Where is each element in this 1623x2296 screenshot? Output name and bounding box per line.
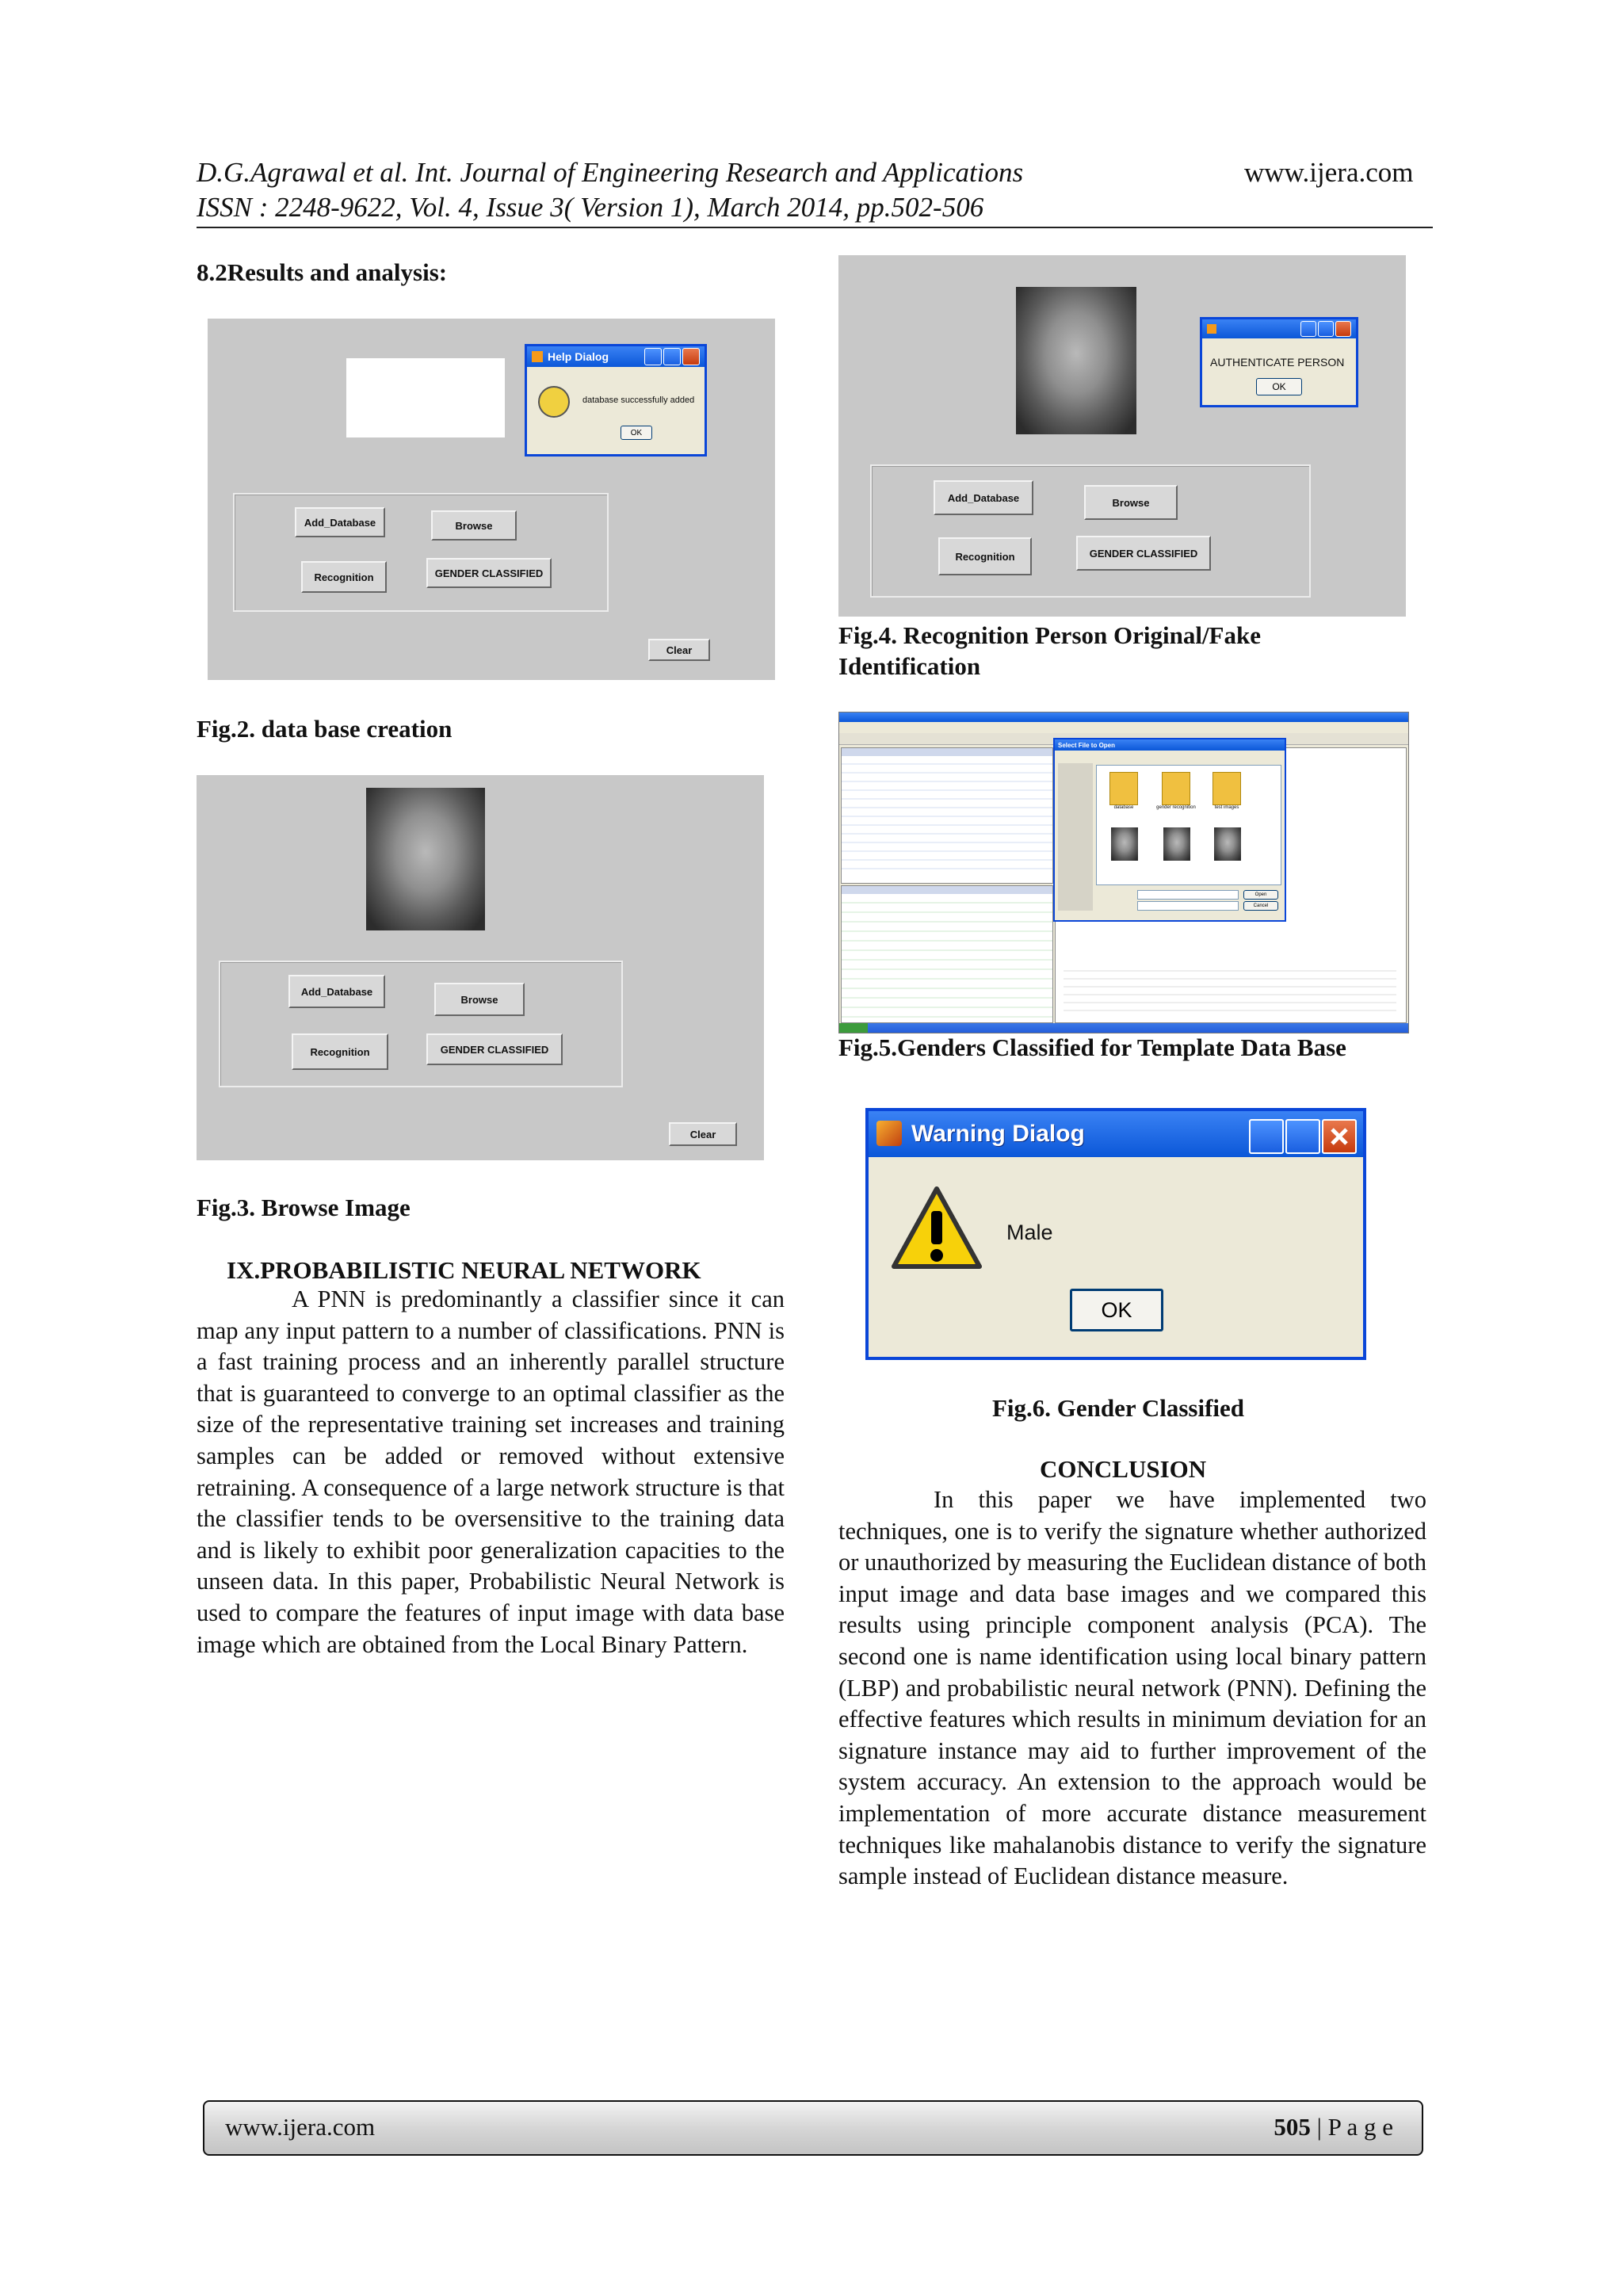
clear-button[interactable]: Clear [669, 1122, 737, 1146]
recognition-button[interactable]: Recognition [938, 537, 1032, 575]
help-message: database successfully added [582, 395, 695, 405]
folder-label-gender-recognition: gender recognition [1156, 805, 1196, 810]
thumbnail-image[interactable] [1163, 827, 1190, 861]
select-file-titlebar [1055, 739, 1285, 751]
conclusion-paragraph [838, 1484, 1426, 1893]
authenticate-dialog [1200, 317, 1358, 407]
authenticate-message: AUTHENTICATE PERSON [1210, 356, 1345, 369]
fig3-caption: Fig.3. Browse Image [197, 1194, 411, 1221]
warning-message: Male [1006, 1221, 1053, 1244]
journal-citation: D.G.Agrawal et al. Int. Journal of Engineering Research and Applications [197, 157, 1024, 188]
file-list [1096, 765, 1281, 885]
fig2-caption: Fig.2. data base creation [197, 715, 453, 743]
folder-icon[interactable] [1212, 772, 1241, 805]
footer-website[interactable]: www.ijera.com [225, 2113, 376, 2141]
ok-button[interactable]: OK [621, 426, 652, 440]
file-name-field[interactable] [1137, 890, 1239, 900]
face-image [1016, 287, 1136, 434]
matlab-logo-icon [532, 351, 543, 362]
pnn-text: A PNN is predominantly a classifier since it can map any input pattern to a number of classifications. PNN is a fast training process and an inherently parallel structure that is guaranteed to converge to an optimal classifier as the size of the representative training set increases and training samples can be added or removed without extensive retraining. A consequence of a large network structure is that the classifier tends to be oversensitive to the training data and is likely to exhibit poor generalization capacities to the unseen data. In this paper, Probabilistic Neural Network is used to compare the features of input image with data base image which are obtained from the Local Binary Pattern. [197, 1286, 785, 1658]
gender-classified-button[interactable]: GENDER CLASSIFIED [1076, 536, 1211, 571]
fig5-caption: Fig.5.Genders Classified for Template Data Base [838, 1033, 1346, 1061]
fig2-screenshot [208, 319, 775, 680]
help-dialog-title: Help Dialog [548, 350, 609, 363]
page-footer [203, 2100, 1423, 2156]
header-rule [197, 227, 1433, 228]
fig4-screenshot [838, 255, 1406, 617]
journal-website[interactable]: www.ijera.com [1244, 157, 1414, 188]
image-placeholder [346, 358, 505, 437]
folder-label-test-images: test images [1214, 805, 1239, 810]
matlab-logo-icon [1207, 324, 1216, 334]
minimize-icon[interactable] [644, 348, 662, 365]
cancel-button[interactable]: Cancel [1243, 901, 1278, 911]
fig3-screenshot [197, 775, 764, 1160]
clear-button[interactable]: Clear [648, 639, 710, 661]
matlab-logo-icon [876, 1121, 902, 1146]
open-button[interactable]: Open [1243, 890, 1278, 900]
folder-label-database: database [1113, 805, 1134, 810]
fig4-caption-line2: Identification [838, 652, 981, 680]
issn-line: ISSN : 2248-9622, Vol. 4, Issue 3( Version 1), March 2014, pp.502-506 [197, 192, 984, 223]
matlab-titlebar [839, 712, 1408, 722]
button-panel [219, 961, 623, 1087]
thumbnail-image[interactable] [1214, 827, 1241, 861]
maximize-icon[interactable] [1318, 321, 1334, 337]
close-icon[interactable] [1322, 1119, 1357, 1154]
thumbnail-image[interactable] [1111, 827, 1138, 861]
menu-bar [839, 722, 1408, 734]
page-number-value: 505 [1274, 2113, 1311, 2141]
places-bar [1058, 763, 1093, 911]
output-matrix [1064, 964, 1396, 1016]
button-panel [233, 493, 609, 612]
maximize-icon[interactable] [1285, 1119, 1320, 1154]
gender-classified-button[interactable]: GENDER CLASSIFIED [426, 558, 552, 588]
page-number [1274, 2113, 1393, 2141]
warning-icon [889, 1184, 984, 1271]
close-icon[interactable] [682, 348, 700, 365]
add-database-button[interactable]: Add_Database [295, 507, 385, 537]
current-directory-panel [841, 747, 1053, 884]
section-heading-results: 8.2Results and analysis: [197, 258, 448, 286]
select-file-dialog [1053, 738, 1286, 922]
folder-icon[interactable] [1162, 772, 1190, 805]
add-database-button[interactable]: Add_Database [288, 975, 385, 1008]
conclusion-text: In this paper we have implemented two techniques, one is to verify the signature whether authorized or unauthorized by measuring the Euclidean distance of both input image and data base images and we compared this results using principle component analysis (PCA). The second one is name identification using local binary pattern (LBP) and probabilistic neural network (PNN). Defining the effective features which results in minimum deviation for an signature instance may aid to further improvement of the system accuracy. An extension to the approach would be implementation of more accurate distance measurement techniques like mahalanobis distance to verify the signature sample instead of Euclidean distance measure. [838, 1486, 1426, 1890]
fig4-caption-line1: Fig.4. Recognition Person Original/Fake [838, 621, 1261, 649]
pnn-heading: IX.PROBABILISTIC NEURAL NETWORK [227, 1256, 701, 1284]
add-database-button[interactable]: Add_Database [934, 480, 1033, 515]
conclusion-heading: CONCLUSION [1040, 1455, 1207, 1483]
browse-button[interactable]: Browse [434, 983, 525, 1016]
ok-button[interactable]: OK [1070, 1289, 1163, 1331]
gender-classified-button[interactable]: GENDER CLASSIFIED [426, 1033, 563, 1065]
help-dialog [525, 344, 707, 457]
browse-button[interactable]: Browse [1084, 485, 1178, 520]
help-icon [538, 386, 570, 418]
face-image [366, 788, 485, 930]
page-label: | P a g e [1310, 2113, 1393, 2141]
ok-button[interactable]: OK [1256, 378, 1302, 395]
browse-button[interactable]: Browse [431, 510, 517, 541]
folder-icon[interactable] [1109, 772, 1138, 805]
file-type-select[interactable] [1137, 901, 1239, 911]
close-icon[interactable] [1335, 321, 1351, 337]
recognition-button[interactable]: Recognition [301, 561, 387, 593]
fig5-screenshot [838, 712, 1409, 1033]
warning-dialog-title: Warning Dialog [911, 1121, 1085, 1147]
select-file-title: Select File to Open [1058, 741, 1116, 749]
maximize-icon[interactable] [663, 348, 681, 365]
fig6-caption: Fig.6. Gender Classified [992, 1394, 1245, 1422]
minimize-icon[interactable] [1300, 321, 1316, 337]
minimize-icon[interactable] [1249, 1119, 1284, 1154]
recognition-button[interactable]: Recognition [292, 1033, 388, 1070]
pnn-paragraph [197, 1284, 785, 1660]
command-history-panel [841, 885, 1053, 1023]
warning-dialog [865, 1108, 1366, 1360]
